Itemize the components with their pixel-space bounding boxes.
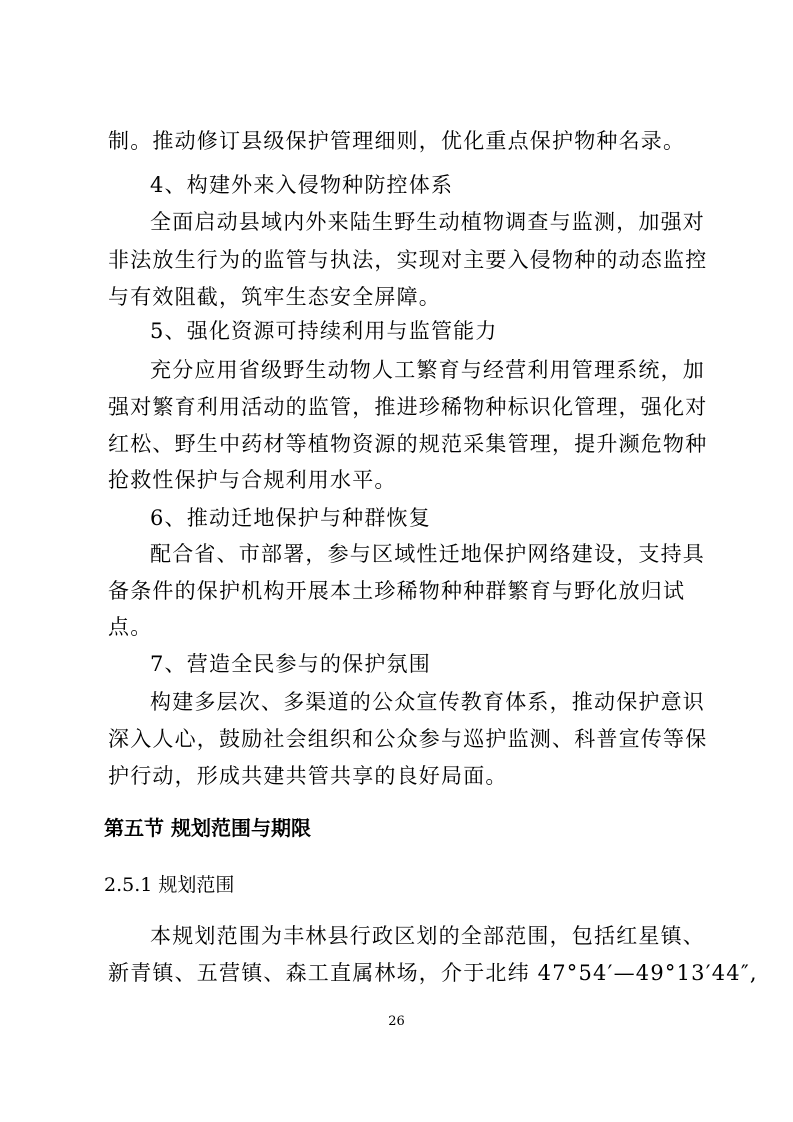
item-heading-7: 7、营造全民参与的保护氛围 [150,652,431,676]
paragraph-line: 本规划范围为丰林县行政区划的全部范围，包括红星镇、 [150,924,705,948]
paragraph-line: 抢救性保护与合规利用水平。 [108,468,397,492]
paragraph-line: 与有效阻截，筑牢生态安全屏障。 [108,285,441,309]
subsection-heading: 2.5.1 规划范围 [104,874,235,896]
paragraph-line: 点。 [108,615,153,639]
item-heading-4: 4、构建外来入侵物种防控体系 [150,173,454,197]
paragraph-line: 制。推动修订县级保护管理细则，优化重点保护物种名录。 [108,129,686,153]
paragraph-line: 构建多层次、多渠道的公众宣传教育体系，推动保护意识 [150,690,705,714]
paragraph-line: 护行动，形成共建共管共享的良好局面。 [108,764,508,788]
paragraph-line: 强对繁育利用活动的监管，推进珍稀物种标识化管理，强化对 [108,395,708,419]
paragraph-line: 全面启动县域内外来陆生野生动植物调查与监测，加强对 [150,210,705,234]
item-heading-6: 6、推动迁地保护与种群恢复 [150,506,431,530]
page-number: 26 [388,1014,405,1029]
paragraph-line: 新青镇、五营镇、森工直属林场，介于北纬 47°54′—49°13′44″, [108,961,758,985]
paragraph-line: 非法放生行为的监管与执法，实现对主要入侵物种的动态监控 [108,248,708,272]
paragraph-line: 充分应用省级野生动物人工繁育与经营利用管理系统，加 [150,358,705,382]
paragraph-line: 红松、野生中药材等植物资源的规范采集管理，提升濒危物种 [108,432,708,456]
section-heading: 第五节 规划范围与期限 [104,816,311,840]
paragraph-line: 备条件的保护机构开展本土珍稀物种种群繁育与野化放归试 [108,579,686,603]
paragraph-line: 配合省、市部署，参与区域性迁地保护网络建设，支持具 [150,542,705,566]
item-heading-5: 5、强化资源可持续利用与监管能力 [150,319,498,343]
paragraph-line: 深入人心，鼓励社会组织和公众参与巡护监测、科普宣传等保 [108,727,708,751]
